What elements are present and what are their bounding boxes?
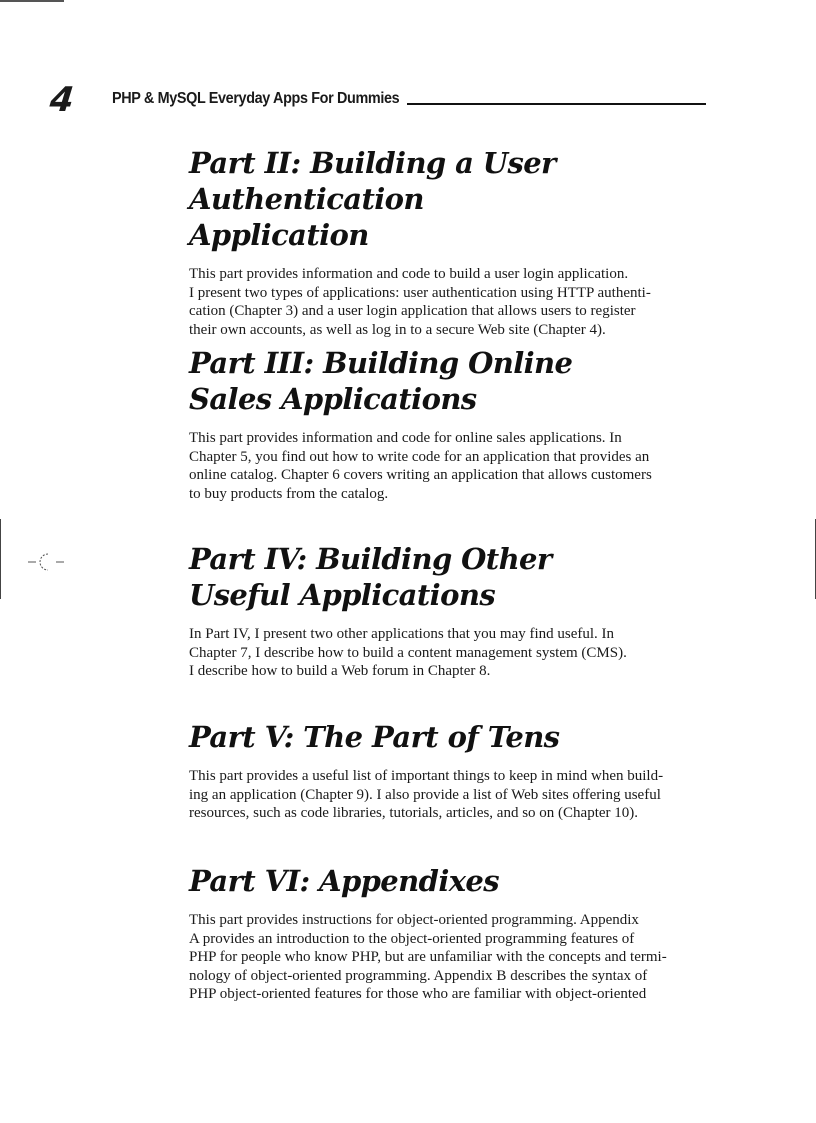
body-line: resources, such as code libraries, tutorials, articles, and so on (Chapter 10). [189, 805, 639, 821]
part-section [189, 541, 709, 681]
running-title: PHP & MySQL Everyday Apps For Dummies [112, 90, 400, 107]
part-description [189, 265, 709, 339]
body-line: A provides an introduction to the object-oriented programming features of [189, 930, 635, 947]
body-line: This part provides information and code for online sales applications. In [189, 430, 622, 446]
part-title-line: Sales Applications [189, 382, 477, 416]
body-line: online catalog. Chapter 6 covers writing an application that allows customers [189, 467, 652, 483]
part-description [189, 625, 709, 681]
part-section [189, 145, 709, 339]
part-title [189, 345, 709, 417]
part-description [189, 429, 709, 503]
running-header [112, 90, 706, 108]
body-line: This part provides instructions for object-oriented programming. Appendix [189, 912, 639, 928]
part-title-line: Application [189, 218, 369, 252]
body-line: In Part IV, I present two other applications that you may find useful. In [189, 626, 615, 642]
part-title [189, 863, 709, 899]
body-line: ing an application (Chapter 9). I also provide a list of Web sites offering useful [189, 786, 661, 803]
header-rule [407, 103, 706, 105]
body-line: their own accounts, as well as log in to a secure Web site (Chapter 4). [189, 321, 606, 338]
body-line: I present two types of applications: user authentication using HTTP authenti- [189, 284, 651, 301]
body-line: PHP object-oriented features for those who are familiar with object-oriented [189, 986, 647, 1002]
part-section [189, 345, 709, 503]
body-line: cation (Chapter 3) and a user login application that allows users to register [189, 303, 636, 319]
part-section [189, 863, 709, 1004]
body-line: nology of object-oriented programming. Appendix B describes the syntax of [189, 967, 648, 984]
part-title-line: Part VI: Appendixes [189, 864, 500, 898]
part-title [189, 541, 709, 613]
part-title-line: Useful Applications [189, 578, 496, 612]
part-title-line: Part V: The Part of Tens [189, 720, 560, 754]
crop-mark-left [0, 519, 1, 599]
body-line: PHP for people who know PHP, but are unfamiliar with the concepts and termi- [189, 949, 667, 965]
crop-mark-top [0, 0, 64, 2]
part-title [189, 719, 709, 755]
body-line: This part provides a useful list of important things to keep in mind when build- [189, 768, 664, 784]
registration-mark-icon [24, 550, 68, 574]
body-line: to buy products from the catalog. [189, 485, 389, 502]
body-line: Chapter 5, you find out how to write code for an application that provides an [189, 448, 650, 465]
body-line: I describe how to build a Web forum in Chapter 8. [189, 663, 491, 679]
part-description [189, 767, 709, 823]
part-title-line: Part III: Building Online [189, 346, 573, 380]
body-line: Chapter 7, I describe how to build a content management system (CMS). [189, 644, 627, 661]
part-title-line: Part IV: Building Other [189, 542, 552, 576]
body-line: This part provides information and code to build a user login application. [189, 266, 629, 282]
page-number: 4 [47, 80, 76, 120]
part-title [189, 145, 709, 253]
part-title-line: Part II: Building a User Authentication [189, 146, 556, 216]
part-description [189, 911, 709, 1004]
part-section [189, 719, 709, 823]
